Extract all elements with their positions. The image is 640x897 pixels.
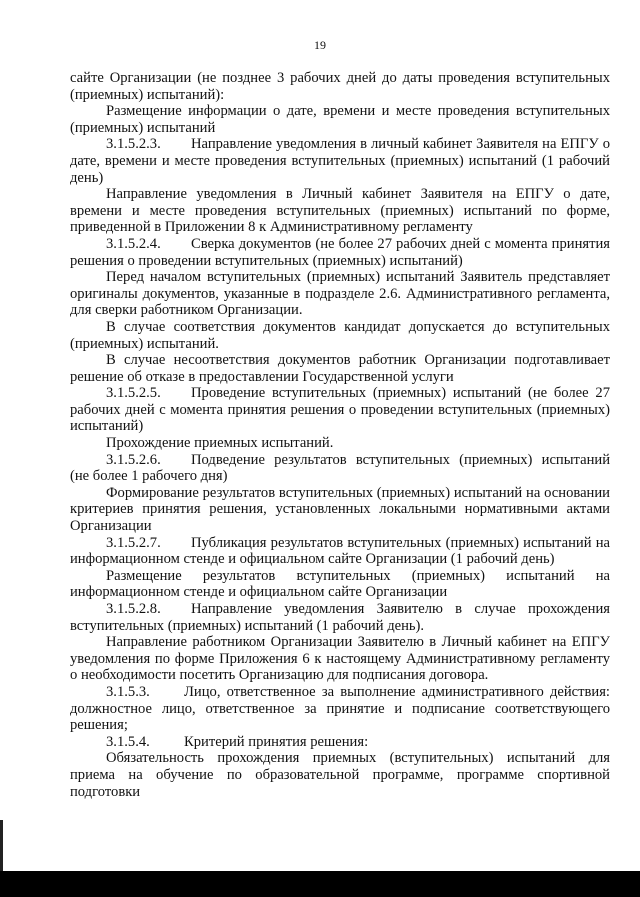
page-number: 19 xyxy=(314,38,326,52)
paragraph-text: Публикация результатов вступительных (приемных) испытаний на информационном стенде и официальном сайте Организации (1 рабочий день) xyxy=(70,534,610,568)
paragraph-text: Сверка документов (не более 27 рабочих дней с момента принятия решения о проведении вступительных (приемных) испытаний) xyxy=(70,235,610,269)
paragraph: Обязательность прохождения приемных (вступительных) испытаний для приема на обучение по образовательной программе, программе спортивной подготовки xyxy=(70,750,610,800)
paragraph-text: Подведение результатов вступительных (приемных) испытаний (не более 1 рабочего дня) xyxy=(70,451,610,485)
paragraph-text: Направление уведомления в личный кабинет Заявителя на ЕПГУ о дате, времени и месте проведения вступительных (приемных) испытаний (1 рабочий день) xyxy=(70,136,610,186)
numbered-paragraph xyxy=(70,601,610,634)
scan-bottom-border xyxy=(0,871,640,897)
paragraph-text: Проведение вступительных (приемных) испытаний (не более 27 рабочих дней с момента принятия решения о проведении вступительных (приемных) испытаний) xyxy=(70,385,610,435)
paragraph-text: Лицо, ответственное за выполнение административного действия: должностное лицо, ответственное за принятие и подписание соответствующего решения; xyxy=(70,683,610,734)
paragraph-text: Критерий принятия решения: xyxy=(184,733,369,750)
numbered-paragraph xyxy=(70,452,610,485)
numbered-paragraph xyxy=(70,684,610,734)
numbered-paragraph xyxy=(70,385,610,435)
paragraph: Прохождение приемных испытаний. xyxy=(106,435,334,452)
paragraph: Размещение информации о дате, времени и месте проведения вступительных (приемных) испытаний xyxy=(70,103,610,136)
section-number: 3.1.5.4. xyxy=(106,733,150,750)
paragraph: Размещение результатов вступительных (приемных) испытаний на информационном стенде и официальном сайте Организации xyxy=(70,567,610,601)
section-number: 3.1.5.2.5. xyxy=(106,385,161,402)
paragraph: Направление уведомления в Личный кабинет Заявителя на ЕПГУ о дате, времени и месте проведения вступительных (приемных) испытаний по форме, приведенной в Приложении 8 к Административному регламенту xyxy=(70,186,610,236)
paragraph: сайте Организации (не позднее 3 рабочих дней до даты проведения вступительных (приемных) испытаний): xyxy=(70,70,610,103)
paragraph: В случае несоответствия документов работник Организации подготавливает решение об отказе в предоставлении Государственной услуги xyxy=(70,352,610,385)
section-number: 3.1.5.2.8. xyxy=(106,601,161,617)
section-number: 3.1.5.3. xyxy=(106,683,150,700)
numbered-paragraph xyxy=(70,236,610,269)
paragraph: Формирование результатов вступительных (приемных) испытаний на основании критериев принятия решения, установленных локальными нормативными актами Организации xyxy=(70,484,610,535)
paragraph: Перед началом вступительных (приемных) испытаний Заявитель представляет оригиналы документов, указанные в подразделе 2.6. Административного регламента, для сверки работником Организации. xyxy=(70,269,610,319)
numbered-paragraph xyxy=(70,136,610,186)
section-number: 3.1.5.2.6. xyxy=(106,451,161,468)
paragraph-text: Направление уведомления Заявителю в случае прохождения вступительных (приемных) испытаний (1 рабочий день). xyxy=(70,601,610,634)
section-number: 3.1.5.2.3. xyxy=(106,136,161,153)
numbered-paragraph xyxy=(70,535,610,568)
section-number: 3.1.5.2.4. xyxy=(106,235,161,252)
paragraph: В случае соответствия документов кандидат допускается до вступительных (приемных) испытаний. xyxy=(70,318,610,352)
paragraph: Направление работником Организации Заявителю в Личный кабинет на ЕПГУ уведомления по форме Приложения 6 к настоящему Административному регламенту о необходимости посетить Организацию для подписания договора. xyxy=(70,634,610,684)
document-body xyxy=(70,70,610,800)
numbered-paragraph xyxy=(70,734,610,751)
section-number: 3.1.5.2.7. xyxy=(106,534,161,551)
